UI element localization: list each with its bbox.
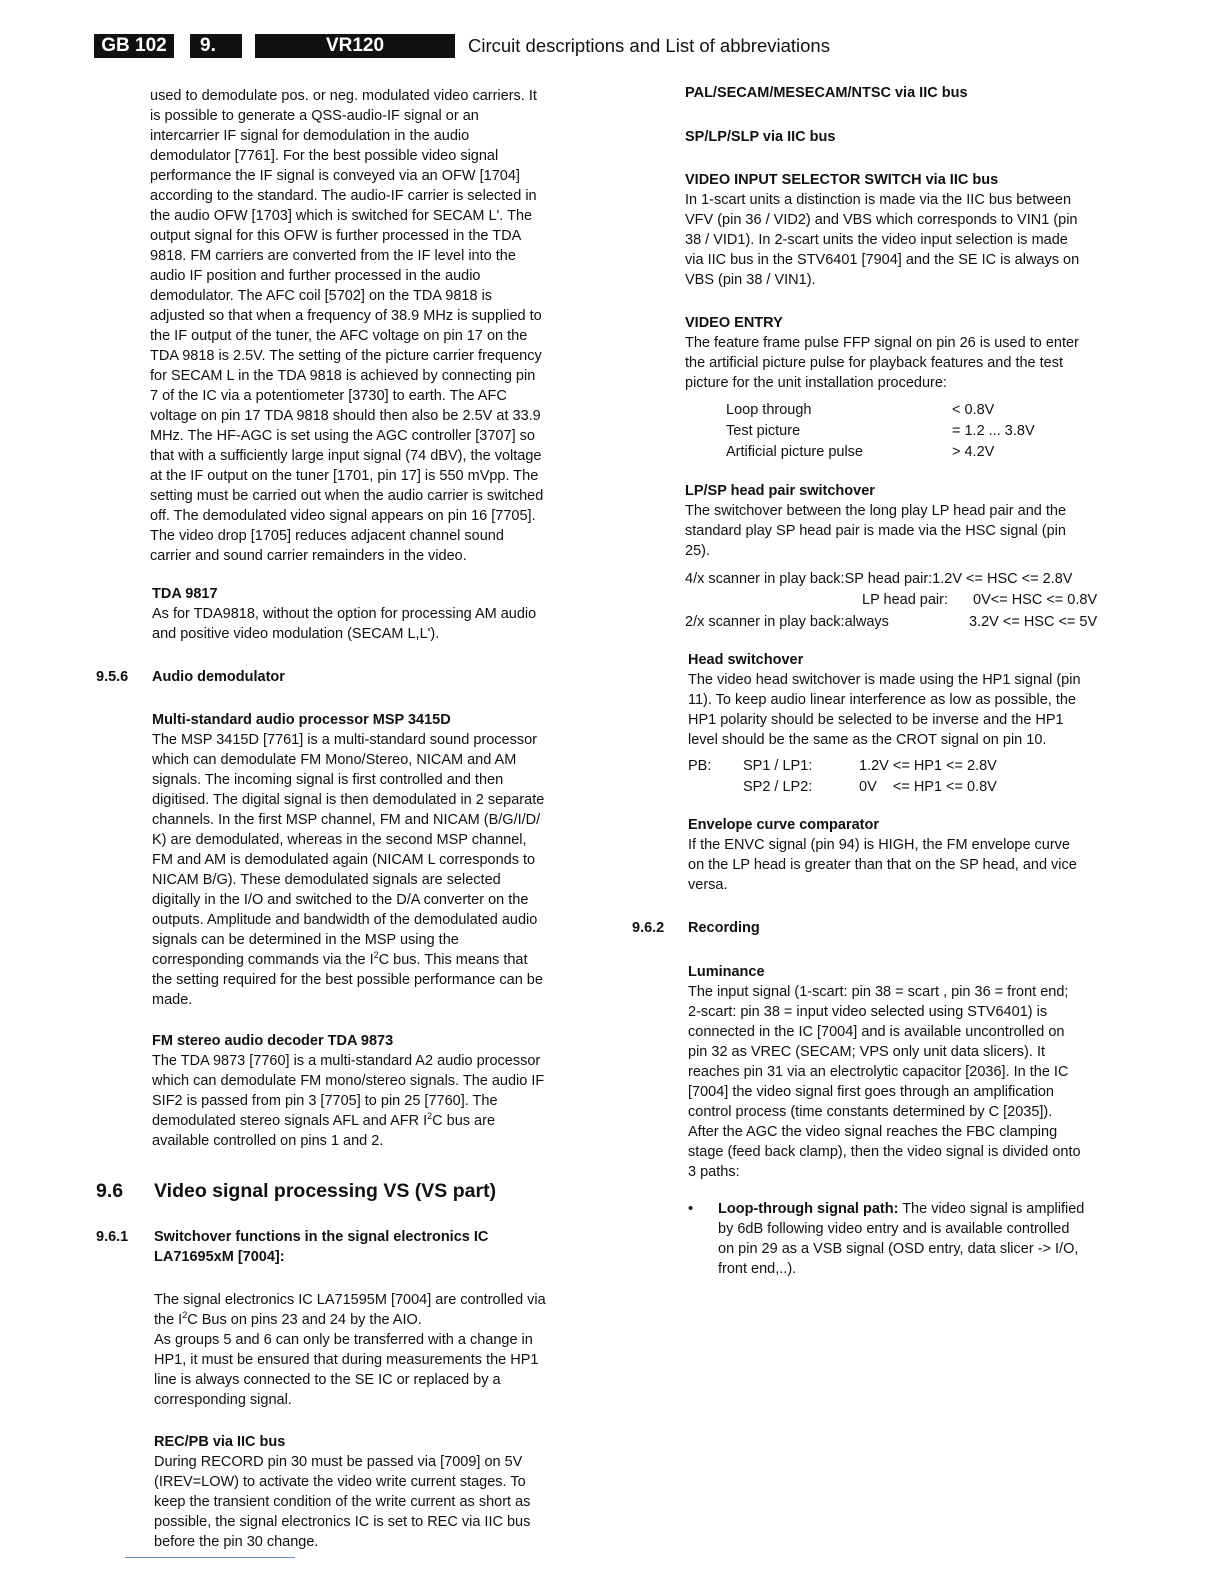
scanner-row-2-value: 0V<= HSC <= 0.8V [973, 592, 1098, 608]
section-9-6-1-number: 9.6.1 [96, 1229, 129, 1245]
ve-row-value: < 0.8V [952, 402, 995, 418]
pb-row-range: 1.2V <= HP1 <= 2.8V [859, 758, 997, 774]
tda9817-block: TDA 9817 As for TDA9818, without the option for processing AM audio and positive video modulation (SECAM L,L'). [152, 584, 592, 644]
page-number-badge: GB 102 [94, 34, 174, 58]
model-badge: VR120 [255, 34, 455, 58]
pb-row-mode: SP2 / LP2: [743, 779, 813, 795]
section-9-6-1-title: Switchover functions in the signal electronics IC LA71695xM [7004]: [154, 1229, 489, 1265]
ve-row-label: Test picture [726, 423, 801, 439]
loop-through-bullet: Loop-through signal path: The video signal is amplified by 6dB following video entry and is available controlled on pin 29 as a VSB signal (OSD entry, data slicer -> I/O, front end,..). [718, 1201, 1085, 1277]
section-9-5-6-title: Audio demodulator [152, 669, 285, 685]
video-entry-block: VIDEO ENTRY The feature frame pulse FFP signal on pin 26 is used to enter the artificial picture pulse for playback features and the test picture for the unit installation procedure: [685, 313, 1125, 393]
left-column [150, 86, 590, 566]
signal-electronics-block: The signal electronics IC LA71595M [7004] are controlled via the $I^2C$ Bus on pins 23 and 24 by the AIO. As groups 5 and 6 can only be transferred with a change in HP1, it must be ensured that during measurements the HP1 line is always connected to the SE IC or replaced by a corresponding signal. [154, 1292, 546, 1408]
lpsp-block: LP/SP head pair switchover The switchover between the long play LP head pair and the standard play SP head pair is made via the HSC signal (pin 25). [685, 481, 1125, 561]
scanner-row-2-label: LP head pair: [862, 592, 948, 608]
recpb-heading: REC/PB via IIC bus [154, 1434, 286, 1450]
pb-row-range: 0V <= HP1 <= 0.8V [859, 779, 997, 795]
msp-heading: Multi-standard audio processor MSP 3415D [152, 712, 451, 728]
scanner-row-3-value: 3.2V <= HSC <= 5V [969, 614, 1098, 630]
tda9817-heading: TDA 9817 [152, 586, 218, 602]
chapter-badge: 9. [190, 34, 242, 58]
ve-row-value: = 1.2 ... 3.8V [952, 423, 1035, 439]
head-switchover-heading: Head switchover [688, 652, 804, 668]
pb-row-mode: SP1 / LP1: [743, 758, 813, 774]
pal-heading: PAL/SECAM/MESECAM/NTSC via IIC bus [685, 85, 968, 101]
footer-rule [125, 1557, 295, 1558]
scanner-row-3-label: 2/x scanner in play back:always [685, 614, 889, 630]
head-switchover-block: Head switchover The video head switchover is made using the HP1 signal (pin 11). To keep audio linear interference as low as possible, the HP1 polarity should be selected to be inverse and the HP1 level should be the same as the CROT signal on pin 10. [688, 650, 1128, 750]
ve-row-label: Artificial picture pulse [726, 444, 863, 460]
section-9-6-title: Video signal processing VS (VS part) [154, 1180, 497, 1202]
lpsp-heading: LP/SP head pair switchover [685, 483, 875, 499]
section-9-5-6-number: 9.5.6 [96, 669, 129, 685]
fm-block: FM stereo audio decoder TDA 9873 The TDA 9873 [7760] is a multi-standard A2 audio processor which can demodulate FM mono/stereo signals. The audio IF SIF2 is passed from pin 3 [7705] to pin 25 [7760]. The demodulated stereo signals AFL and AFR $I^2C$ bus are available controlled on pins 1 and 2. [152, 1031, 592, 1151]
scanner-row-1: 4/x scanner in play back:SP head pair:1.2V <= HSC <= 2.8V [685, 571, 1073, 587]
envelope-heading: Envelope curve comparator [688, 817, 879, 833]
luminance-block: Luminance The input signal (1-scart: pin 38 = scart , pin 36 = front end; 2-scart: pin 38 = input video selected using STV6401) is connected in the IC [7004] and is available uncontrolled on pin 32 as VREC (SECAM; VPS only unit data slicers). It reaches pin 31 via an electrolytic capacitor [2036]. In the IC [7004] the video signal first goes through an amplification control process (time constants determined by C [2035]). After the AGC the video signal reaches the FBC clamping stage (feed back clamp), then the video signal is divided onto 3 paths: [688, 962, 1128, 1182]
intro-paragraph: used to demodulate pos. or neg. modulated video carriers. It is possible to generate a QSS-audio-IF signal or an intercarrier IF signal for demodulation in the audio demodulator [7761]. For the best possible video signal performance the IF signal is conveyed via an OFW [1704] according to the standard. The audio-IF carrier is selected in the audio OFW [1703] which is switched for SECAM L'. The output signal for this OFW is further processed in the TDA 9818. FM carriers are converted from the IF level into the audio IF position and further processed in the audio demodulator. The AFC coil [5702] on the TDA 9818 is adjusted so that when a frequency of 38.9 MHz is supplied to the IF output of the tuner, the AFC voltage on pin 17 on the TDA 9818 is 2.5V. The setting of the picture carrier frequency for SECAM L in the TDA 9818 is achieved by connecting pin 7 of the IC via a potentiometer [3730] to earth. The AFC voltage on pin 17 TDA 9818 should then also be 2.5V at 33.9 MHz. The HF-AGC is set using the AGC controller [3707] so that with a sufficiently large input signal (74 dBV), the voltage at the IF output on the tuner [1701, pin 17] is 550 mVpp. The setting must be carried out when the audio carrier is switched off. The demodulated video signal appears on pin 16 [7705]. The video drop [1705] reduces adjacent channel sound carrier and sound carrier remainders in the video. [150, 88, 544, 564]
pb-label: PB: [688, 758, 712, 774]
section-9-6-number: 9.6 [96, 1180, 124, 1202]
ve-row-value: > 4.2V [952, 444, 995, 460]
video-input-heading: VIDEO INPUT SELECTOR SWITCH via IIC bus [685, 172, 999, 188]
msp-block: Multi-standard audio processor MSP 3415D The MSP 3415D [7761] is a multi-standard sound processor which can demodulate FM Mono/Stereo, NICAM and AM signals. The incoming signal is first controlled and then digitised. The digital signal is then demodulated in 2 separate channels. In the first MSP channel, FM and NICAM (B/G/I/D/ K) are demodulated, whereas in the second MSP channel, FM and AM is demodulated again (NICAM L corresponds to NICAM B/G). These demodulated signals are selected digitally in the I/O and switched to the D/A converter on the outputs. Amplitude and bandwidth of the demodulated audio signals can be determined in the MSP using the corresponding commands via the $I^2C$ bus. This means that the setting required for the best possible performance can be made. [152, 710, 592, 1010]
page-title: Circuit descriptions and List of abbreviations [468, 35, 830, 56]
ve-row-label: Loop through [726, 402, 812, 418]
section-9-6-2-number: 9.6.2 [632, 920, 665, 936]
section-9-6-2-title: Recording [688, 920, 760, 936]
luminance-heading: Luminance [688, 964, 765, 980]
video-input-block: VIDEO INPUT SELECTOR SWITCH via IIC bus In 1-scart units a distinction is made via the IIC bus between VFV (pin 36 / VID2) and VBS which corresponds to VIN1 (pin 38 / VID1). In 2-scart units the video input selection is made via IIC bus in the STV6401 [7904] and the SE IC is always on VBS (pin 38 / VIN1). [685, 170, 1125, 290]
fm-heading: FM stereo audio decoder TDA 9873 [152, 1033, 394, 1049]
video-entry-heading: VIDEO ENTRY [685, 315, 783, 331]
bullet-icon: • [688, 1201, 694, 1217]
recpb-block: REC/PB via IIC bus During RECORD pin 30 must be passed via [7009] on 5V (IREV=LOW) to activate the video write current stages. To keep the transient condition of the write current as short as possible, the signal electronics IC is set to REC via IIC bus before the pin 30 change. [154, 1432, 594, 1552]
envelope-block: Envelope curve comparator If the ENVC signal (pin 94) is HIGH, the FM envelope curve on the LP head is greater than that on the SP head, and vice versa. [688, 815, 1128, 895]
sp-lp-heading: SP/LP/SLP via IIC bus [685, 129, 836, 145]
